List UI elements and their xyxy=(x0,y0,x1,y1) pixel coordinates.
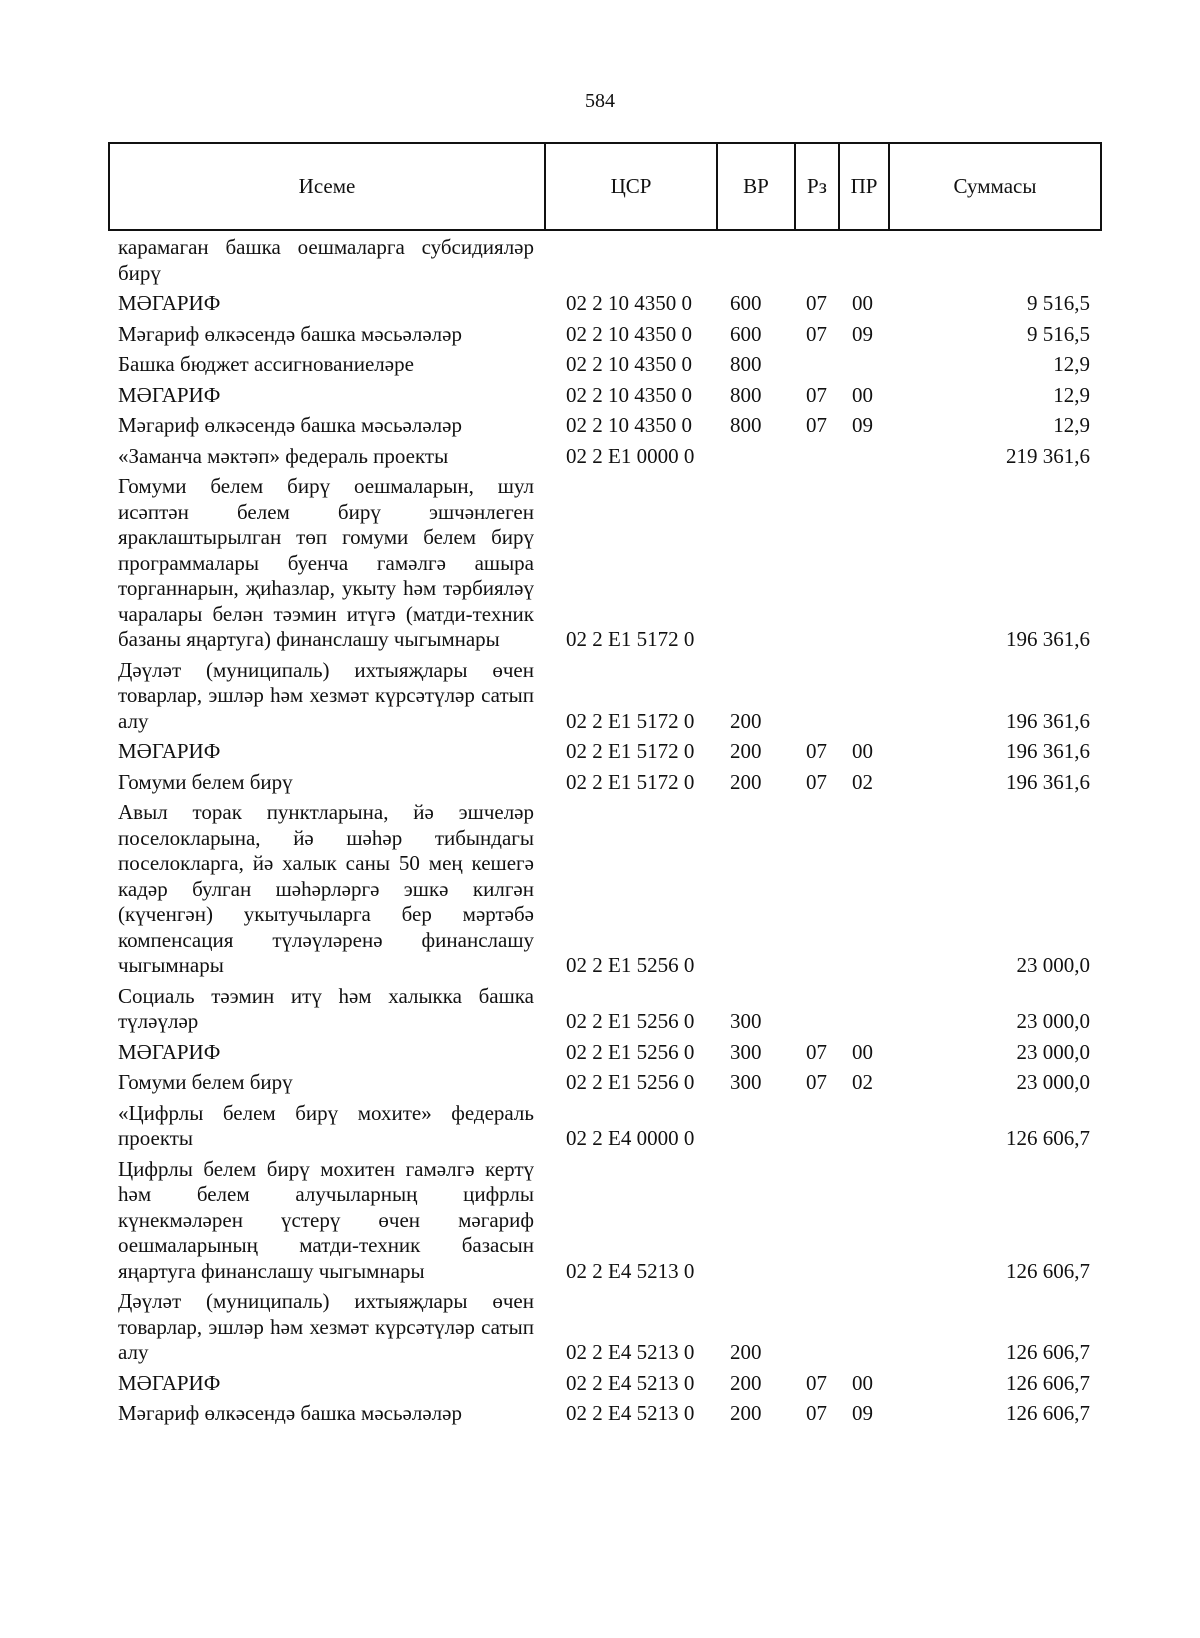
cell-rz xyxy=(794,233,838,289)
cell-name: МӘГАРИФ xyxy=(118,739,221,763)
table-row xyxy=(108,1038,1100,1069)
table-row xyxy=(108,656,1100,738)
table-row xyxy=(108,472,1100,656)
cell-csr: 02 2 Е1 5172 0 xyxy=(566,627,695,651)
column-header-name: Исеме xyxy=(109,143,545,230)
cell-vr: 800 xyxy=(730,382,762,407)
cell-sum: 23 000,0 xyxy=(1016,1009,1090,1033)
cell-name: Мәгариф өлкәсендә башка мәсьәләләр xyxy=(118,321,462,346)
cell-sum: 23 000,0 xyxy=(1016,1070,1090,1094)
cell-name: Мәгариф өлкәсендә башка мәсьәләләр xyxy=(118,413,462,437)
cell-pr: 00 xyxy=(852,1370,873,1395)
cell-rz xyxy=(794,798,838,982)
cell-vr: 200 xyxy=(730,708,762,733)
column-header-vr: ВР xyxy=(717,143,795,230)
cell-csr: 02 2 Е4 5213 0 xyxy=(566,1258,695,1283)
cell-name: Гомуми белем бирү xyxy=(118,769,293,794)
cell-csr: 02 2 10 4350 0 xyxy=(566,352,692,376)
cell-sum: 196 361,6 xyxy=(1006,627,1090,651)
cell-rz: 07 xyxy=(806,413,827,437)
cell-sum: 126 606,7 xyxy=(1006,1370,1090,1395)
cell-name: МӘГАРИФ xyxy=(118,1039,221,1064)
cell-rz xyxy=(794,442,838,473)
cell-csr: 02 2 10 4350 0 xyxy=(566,382,692,407)
cell-vr: 200 xyxy=(730,769,762,794)
cell-sum: 12,9 xyxy=(1053,352,1090,376)
table-row xyxy=(108,798,1100,982)
cell-pr: 09 xyxy=(852,413,873,437)
cell-csr: 02 2 10 4350 0 xyxy=(566,321,692,346)
cell-vr: 300 xyxy=(730,1039,762,1064)
column-header-sum: Суммасы xyxy=(889,143,1101,230)
cell-sum: 196 361,6 xyxy=(1006,739,1090,763)
cell-csr: 02 2 Е1 5172 0 xyxy=(566,739,695,763)
cell-csr xyxy=(544,233,716,289)
cell-rz: 07 xyxy=(806,769,827,794)
cell-rz xyxy=(794,472,838,656)
cell-name: Дәүләт (муниципаль) ихтыяҗлары өчен товарлар, эшләр һәм хезмәт күрсәтүләр сатып алу xyxy=(118,1289,534,1364)
cell-rz: 07 xyxy=(806,1401,827,1425)
cell-name: Гомуми белем бирү xyxy=(118,1070,293,1094)
cell-name: «Заманча мәктәп» федераль проекты xyxy=(118,443,449,468)
cell-csr: 02 2 Е1 5256 0 xyxy=(566,1039,695,1064)
cell-name: Социаль тәэмин итү һәм халыкка башка түләүләр xyxy=(118,983,534,1033)
cell-sum: 126 606,7 xyxy=(1006,1258,1090,1283)
cell-vr: 300 xyxy=(730,1009,762,1033)
cell-name: Авыл торак пунктларына, йә эшчеләр поселокларына, йә шәһәр тибындагы поселокларга, йә халык саны 50 мең кешегә кадәр булган шәһәрләргә эшкә килгән (күченгән) укытучыларга бер мәртәбә компенсация түләүләренә финанслашу чыгымнары xyxy=(118,800,534,977)
table-row xyxy=(108,289,1100,320)
cell-vr: 200 xyxy=(730,1340,762,1364)
table-row xyxy=(108,411,1100,442)
cell-pr: 00 xyxy=(852,291,873,315)
cell-sum: 9 516,5 xyxy=(1027,321,1090,346)
cell-vr: 600 xyxy=(730,321,762,346)
cell-rz: 07 xyxy=(806,1070,827,1094)
cell-rz xyxy=(794,1287,838,1369)
column-header-pr: ПР xyxy=(839,143,889,230)
cell-csr: 02 2 Е1 5172 0 xyxy=(566,769,695,794)
column-header-csr: ЦСР xyxy=(545,143,717,230)
table-row xyxy=(108,982,1100,1038)
table-row xyxy=(108,442,1100,473)
cell-csr: 02 2 Е4 0000 0 xyxy=(566,1126,695,1150)
cell-pr xyxy=(838,233,888,289)
cell-name: «Цифрлы белем бирү мохите» федераль проекты xyxy=(118,1100,534,1150)
cell-csr: 02 2 Е1 5256 0 xyxy=(566,953,695,977)
table-row xyxy=(108,1155,1100,1288)
cell-vr: 200 xyxy=(730,1401,762,1425)
cell-vr: 800 xyxy=(730,352,762,376)
cell-vr xyxy=(716,798,794,982)
cell-vr: 800 xyxy=(730,413,762,437)
cell-name: Гомуми белем бирү оешмаларын, шул исәптән белем бирү эшчәнлеген яраклаштырылган төп гомуми белем бирү программалары буенча гамәлгә ашыра торганнарын, җиһазлар, укыту һәм тәрбияләү чаралары белән тәэмин итүгә (матди-техник базаны яңартуга) финанслашу чыгымнары xyxy=(118,474,534,651)
table-row xyxy=(108,1099,1100,1155)
cell-sum: 12,9 xyxy=(1053,413,1090,437)
cell-sum: 23 000,0 xyxy=(1016,1039,1090,1064)
cell-name: карамаган башка оешмаларга субсидияләр бирү xyxy=(118,235,534,285)
cell-sum: 126 606,7 xyxy=(1006,1340,1090,1364)
cell-pr: 00 xyxy=(852,739,873,763)
cell-sum: 196 361,6 xyxy=(1006,708,1090,733)
cell-pr: 02 xyxy=(852,1070,873,1094)
table-row xyxy=(108,737,1100,768)
cell-pr xyxy=(838,798,888,982)
table-row xyxy=(108,1399,1100,1430)
cell-sum: 9 516,5 xyxy=(1027,291,1090,315)
cell-pr: 02 xyxy=(852,769,873,794)
page-number: 584 xyxy=(585,90,615,112)
cell-pr xyxy=(838,1287,888,1369)
cell-sum: 23 000,0 xyxy=(1016,953,1090,977)
cell-name: МӘГАРИФ xyxy=(118,1370,221,1395)
column-header-rz: Рз xyxy=(795,143,839,230)
cell-pr: 00 xyxy=(852,382,873,407)
cell-name: МӘГАРИФ xyxy=(118,291,221,315)
cell-vr xyxy=(716,1155,794,1288)
table-body xyxy=(108,233,1100,1430)
cell-rz: 07 xyxy=(806,739,827,763)
budget-table xyxy=(108,233,1100,1430)
cell-vr: 600 xyxy=(730,291,762,315)
cell-rz xyxy=(794,982,838,1038)
cell-rz: 07 xyxy=(806,291,827,315)
cell-rz: 07 xyxy=(806,1039,827,1064)
cell-sum: 126 606,7 xyxy=(1006,1401,1090,1425)
cell-csr: 02 2 Е1 0000 0 xyxy=(566,443,695,468)
table-row xyxy=(108,381,1100,412)
table-row xyxy=(108,1068,1100,1099)
cell-sum: 126 606,7 xyxy=(1006,1126,1090,1150)
cell-vr xyxy=(716,233,794,289)
cell-vr: 200 xyxy=(730,1370,762,1395)
table-row xyxy=(108,320,1100,351)
cell-vr xyxy=(716,442,794,473)
cell-csr: 02 2 Е4 5213 0 xyxy=(566,1340,695,1364)
cell-pr xyxy=(838,1155,888,1288)
cell-rz xyxy=(794,1155,838,1288)
cell-rz: 07 xyxy=(806,1370,827,1395)
cell-csr: 02 2 Е4 5213 0 xyxy=(566,1401,695,1425)
cell-name: Цифрлы белем бирү мохитен гамәлгә кертү һәм белем алучыларның цифрлы күнекмәләрен үстерү өчен мәгариф оешмаларының матди-техник базасын яңартуга финанслашу чыгымнары xyxy=(118,1156,534,1283)
table-row xyxy=(108,1369,1100,1400)
cell-rz xyxy=(794,656,838,738)
cell-rz xyxy=(794,350,838,381)
table-row xyxy=(108,768,1100,799)
cell-sum: 219 361,6 xyxy=(1006,443,1090,468)
cell-csr: 02 2 Е1 5256 0 xyxy=(566,1070,695,1094)
cell-rz: 07 xyxy=(806,321,827,346)
cell-csr: 02 2 Е1 5256 0 xyxy=(566,1009,695,1033)
cell-name: Дәүләт (муниципаль) ихтыяҗлары өчен товарлар, эшләр һәм хезмәт күрсәтүләр сатып алу xyxy=(118,657,534,733)
cell-csr: 02 2 Е4 5213 0 xyxy=(566,1370,695,1395)
cell-name: МӘГАРИФ xyxy=(118,382,221,407)
cell-rz: 07 xyxy=(806,382,827,407)
cell-pr xyxy=(838,656,888,738)
cell-csr: 02 2 10 4350 0 xyxy=(566,291,692,315)
cell-pr xyxy=(838,982,888,1038)
table-row xyxy=(108,1287,1100,1369)
cell-pr xyxy=(838,442,888,473)
cell-rz xyxy=(794,1099,838,1155)
cell-pr xyxy=(838,472,888,656)
cell-sum xyxy=(888,233,1100,289)
cell-vr xyxy=(716,472,794,656)
table-row xyxy=(108,233,1100,289)
cell-name: Башка бюджет ассигнованиеләре xyxy=(118,352,414,376)
cell-name: Мәгариф өлкәсендә башка мәсьәләләр xyxy=(118,1401,462,1425)
cell-vr xyxy=(716,1099,794,1155)
cell-pr xyxy=(838,1099,888,1155)
cell-sum: 196 361,6 xyxy=(1006,769,1090,794)
cell-pr: 09 xyxy=(852,1401,873,1425)
cell-pr xyxy=(838,350,888,381)
table-row xyxy=(108,350,1100,381)
cell-pr: 00 xyxy=(852,1039,873,1064)
cell-sum: 12,9 xyxy=(1053,382,1090,407)
cell-pr: 09 xyxy=(852,321,873,346)
cell-csr: 02 2 Е1 5172 0 xyxy=(566,708,695,733)
cell-vr: 200 xyxy=(730,739,762,763)
table-header xyxy=(108,142,1102,231)
cell-csr: 02 2 10 4350 0 xyxy=(566,413,692,437)
cell-vr: 300 xyxy=(730,1070,762,1094)
